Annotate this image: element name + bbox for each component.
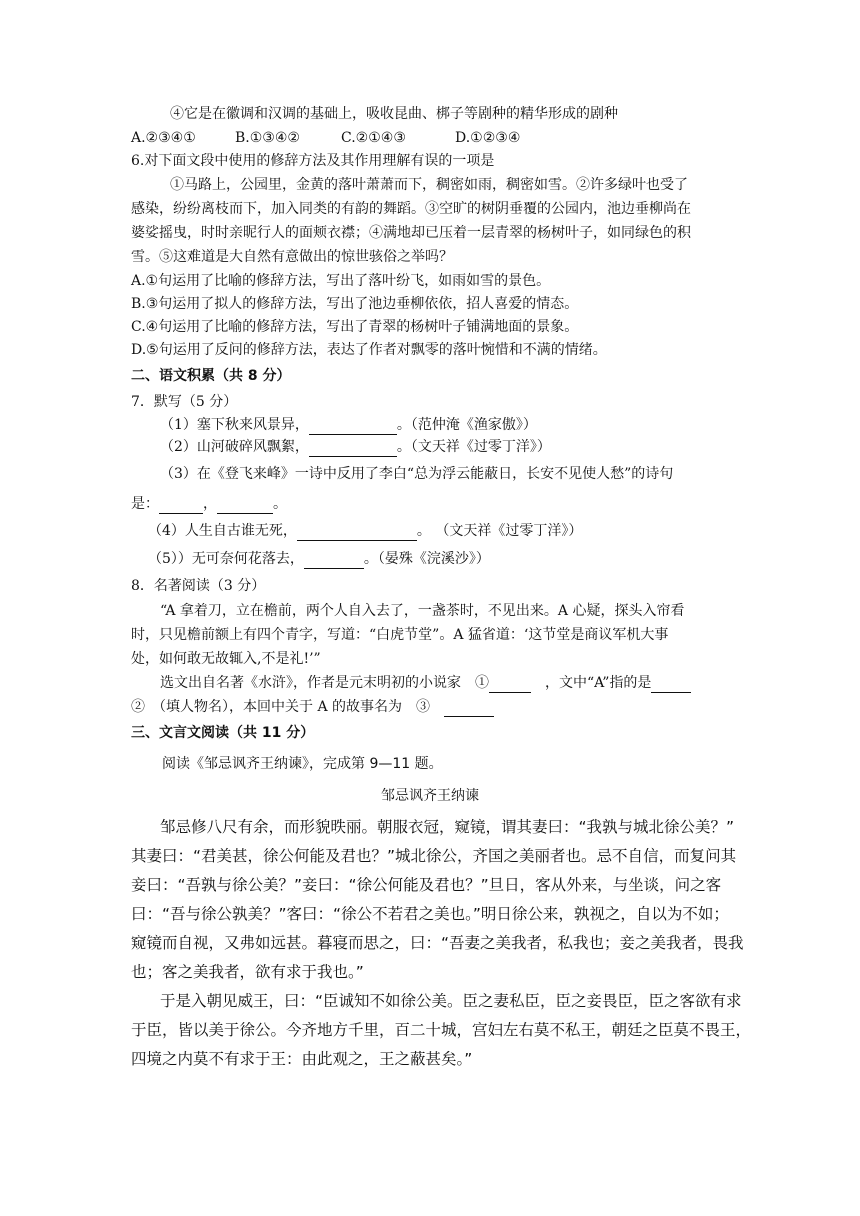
passage-line-6: 也；客之美我者，欲有求于我也。” [131,963,364,981]
q8-quote-line-3: 处，如何敢无故辄入,不是礼!’” [131,651,321,667]
q5-option-c: C.②①④③ [341,130,406,146]
q6-passage-line-4: 雪。⑤这难道是大自然有意做出的惊世骇俗之举吗？ [131,249,453,265]
q6-stem: 6.对下面文段中使用的修辞方法及其作用理解有误的一项是 [131,153,495,169]
q5-option-b: B.①③④② [235,130,300,146]
q8-blank-3[interactable] [444,700,494,717]
passage-line-3: 妾曰：“吾孰与徐公美？”妾曰：“徐公何能及君也？”旦日，客从外来，与坐谈，问之客 [131,876,722,894]
passage-line-5: 窥镜而自视，又弗如远甚。暮寝而思之，曰：“吾妻之美我者，私我也；妾之美我者，畏我 [131,934,744,952]
q7-item-3-blank-1[interactable] [159,497,203,514]
q7-item-1-blank[interactable] [309,418,397,435]
q5-item-4: ④它是在徽调和汉调的基础上，吸收昆曲、梆子等剧种的精华形成的剧种 [170,106,618,122]
q8-question-line-1 [160,673,691,693]
q7-item-5 [148,549,490,569]
q6-passage-line-3: 婆娑摇曳，时时亲昵行人的面颊衣襟；④满地却已压着一层青翠的杨树叶子，如同绿色的积 [131,225,691,241]
q7-item-3: （3）在《登飞来峰》一诗中反用了李白“总为浮云能蔽日，长安不见使人愁”的诗句 [160,466,674,482]
q7-item-4 [148,521,582,541]
q7-item-1 [160,415,537,435]
q8-question-text-3: ② （填人物名），本回中关于 A 的故事名为 ③ [131,699,445,715]
passage-line-9: 四境之内莫不有求于王：由此观之，王之蔽甚矣。” [131,1050,473,1068]
q7-item-5-text: （5））无可奈何花落去， [148,551,304,567]
q7-item-3-sep: ， [203,496,217,512]
passage-title: 邹忌讽齐王纳谏 [381,788,479,804]
q8-quote-line-2: 时，只见檐前额上有四个青字，写道：“白虎节堂”。A 猛省道：‘这节堂是商议军机大事 [131,627,669,643]
q8-stem: 8．名著阅读（3 分） [131,578,266,594]
section-3-instruction: 阅读《邹忌讽齐王纳谏》，完成第 9—11 题。 [162,756,443,772]
q7-item-4-blank[interactable] [297,524,417,541]
q8-quote-line-1: “A 拿着刀，立在檐前，两个人自入去了，一盏茶时，不见出来。A 心疑，探头入帘看 [160,603,685,619]
q7-item-3-blank-2[interactable] [217,497,273,514]
q7-item-5-source: 。（晏殊《浣溪沙》） [363,551,490,567]
section-3-heading: 三、文言文阅读（共 11 分） [131,725,315,741]
q7-item-2-source: 。（文天祥《过零丁洋》） [396,439,551,455]
q8-question-text-2: ，文中“A”指的是 [531,675,652,691]
q6-option-b: B.③句运用了拟人的修辞方法，写出了池边垂柳依依，招人喜爱的情态。 [131,296,579,312]
q7-item-1-source: 。（范仲淹《渔家傲》） [396,417,537,433]
passage-line-7: 于是入朝见威王，曰：“臣诚知不如徐公美。臣之妻私臣，臣之妾畏臣，臣之客欲有求 [160,992,742,1010]
passage-line-4: 曰：“吾与徐公孰美？”客曰：“徐公不若君之美也。”明日徐公来，孰视之，自以为不如； [131,905,729,923]
q8-question-text-1: 选文出自名著《水浒》，作者是元末明初的小说家 ① [160,675,489,691]
q6-option-d: D.⑤句运用了反问的修辞方法，表达了作者对飘零的落叶惋惜和不满的情绪。 [131,342,607,358]
q7-item-2-blank[interactable] [309,440,397,457]
q6-option-a: A.①句运用了比喻的修辞方法，写出了落叶纷飞，如雨如雪的景色。 [131,273,551,289]
q6-option-c: C.④句运用了比喻的修辞方法，写出了青翠的杨树叶子铺满地面的景象。 [131,319,579,335]
q7-item-2 [160,437,551,457]
q5-option-a: A.②③④① [131,130,196,146]
q7-item-3-end: 。 [273,496,287,512]
q8-blank-1[interactable] [489,676,531,693]
q5-options [131,128,551,148]
q7-item-4-text: （4）人生自古谁无死， [148,523,297,539]
q8-blank-2-start[interactable] [651,676,691,693]
q7-item-3-cont [131,494,287,514]
q7-item-3-prefix: 是： [131,496,159,512]
passage-line-2: 其妻曰：“君美甚，徐公何能及君也？”城北徐公，齐国之美丽者也。忌不自信，而复问其 [131,847,737,865]
passage-line-8: 于臣，皆以美于徐公。今齐地方千里，百二十城，宫妇左右莫不私王，朝廷之臣莫不畏王， [131,1021,752,1039]
q6-passage-line-1: ①马路上，公园里，金黄的落叶萧萧而下，稠密如雨，稠密如雪。②许多绿叶也受了 [170,177,688,193]
q7-item-4-source: 。 （文天祥《过零丁洋》） [416,523,583,539]
section-2-heading: 二、语文积累（共 8 分） [131,368,291,384]
q8-question-line-2 [131,697,494,717]
passage-line-1: 邹忌修八尺有余，而形貌昳丽。朝服衣冠，窥镜，谓其妻曰：“我孰与城北徐公美？” [160,818,735,836]
q7-item-2-text: （2）山河破碎风飘絮， [160,439,309,455]
q7-item-5-blank[interactable] [304,552,364,569]
q7-stem: 7．默写（5 分） [131,394,238,410]
q6-passage-line-2: 感染，纷纷离枝而下，加入同类的有韵的舞蹈。③空旷的树阴垂覆的公园内，池边垂柳尚在 [131,201,691,217]
q7-item-1-text: （1）塞下秋来风景异， [160,417,309,433]
q5-option-d: D.①②③④ [455,130,521,146]
